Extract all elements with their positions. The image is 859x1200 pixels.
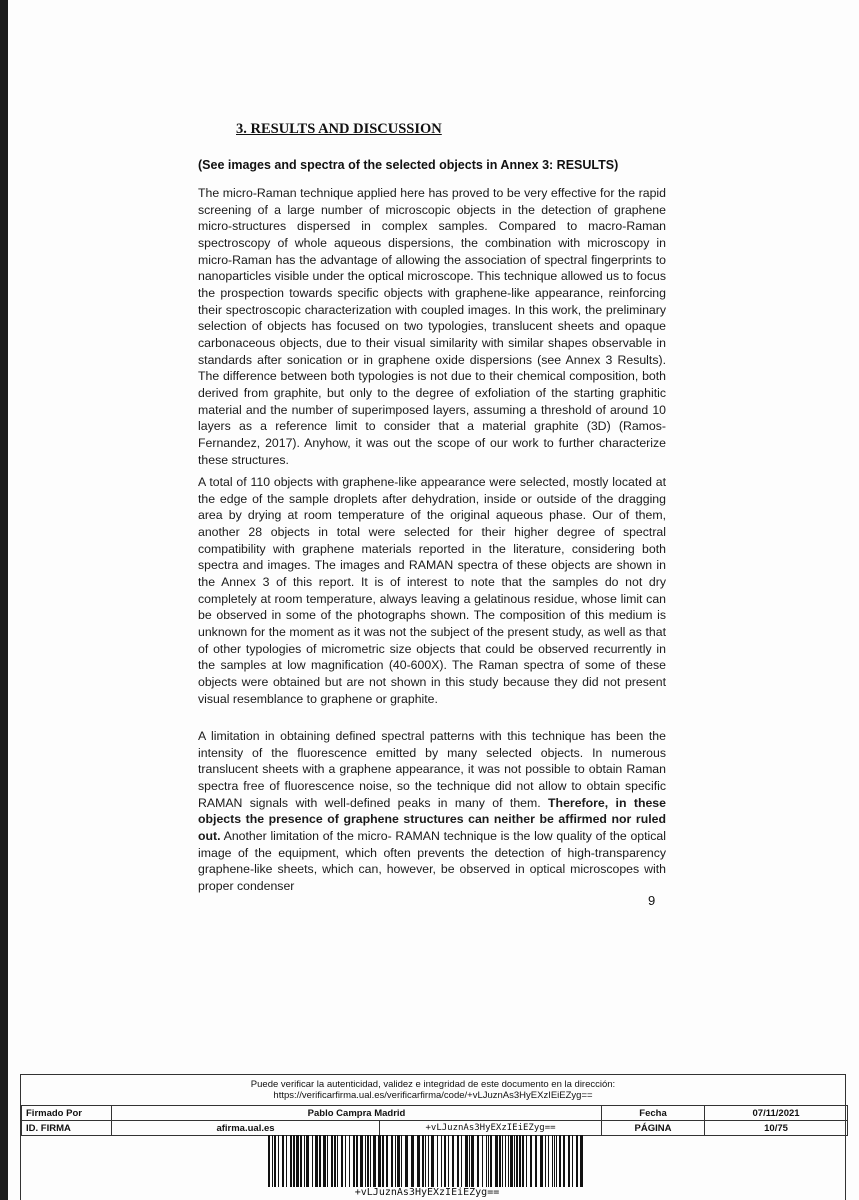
document-page bbox=[8, 0, 859, 1200]
barcode-bar bbox=[331, 1135, 333, 1187]
page-label: PÁGINA bbox=[602, 1121, 705, 1136]
barcode-bar bbox=[425, 1135, 426, 1187]
barcode-bar bbox=[337, 1135, 338, 1187]
barcode-bar bbox=[444, 1135, 446, 1187]
barcode-bar bbox=[386, 1135, 388, 1187]
barcode-bar bbox=[552, 1135, 553, 1187]
page-number: 9 bbox=[648, 893, 656, 908]
barcode-bar bbox=[572, 1135, 573, 1187]
barcode-bar bbox=[312, 1135, 313, 1187]
barcode-bar bbox=[315, 1135, 318, 1187]
barcode-bar bbox=[319, 1135, 321, 1187]
barcode-bar bbox=[535, 1135, 537, 1187]
signature-code: +vLJuznAs3HyEXzIEiEZyg== bbox=[380, 1121, 602, 1136]
barcode-bar bbox=[286, 1135, 287, 1187]
barcode-bar bbox=[516, 1135, 518, 1187]
date-value: 07/11/2021 bbox=[705, 1106, 848, 1121]
barcode-bar bbox=[548, 1135, 549, 1187]
barcode-bar bbox=[461, 1135, 462, 1187]
barcode-bar bbox=[304, 1135, 305, 1187]
barcode-bar bbox=[437, 1135, 438, 1187]
barcode-bar bbox=[327, 1135, 328, 1187]
barcode-bar bbox=[300, 1135, 302, 1187]
section-subheading: (See images and spectra of the selected objects in Annex 3: RESULTS) bbox=[198, 158, 619, 172]
barcode-bar bbox=[378, 1135, 381, 1187]
barcode-bar bbox=[510, 1135, 513, 1187]
barcode-bar bbox=[457, 1135, 459, 1187]
barcode-bar bbox=[306, 1135, 309, 1187]
barcode-bar bbox=[471, 1135, 474, 1187]
id-value: afirma.ual.es bbox=[112, 1121, 380, 1136]
barcode-bar bbox=[441, 1135, 442, 1187]
barcode-bar bbox=[431, 1135, 434, 1187]
barcode-bar bbox=[469, 1135, 470, 1187]
barcode-bar bbox=[477, 1135, 479, 1187]
signature-row-signer bbox=[22, 1106, 848, 1121]
barcode-bar bbox=[519, 1135, 521, 1187]
date-label: Fecha bbox=[602, 1106, 705, 1121]
barcode-bar bbox=[293, 1135, 295, 1187]
barcode-bar bbox=[272, 1135, 273, 1187]
barcode-bar bbox=[382, 1135, 384, 1187]
barcode bbox=[266, 1135, 588, 1187]
barcode-bar bbox=[505, 1135, 506, 1187]
barcode-bar bbox=[417, 1135, 420, 1187]
paragraph-3-bold: Therefore, in these objects the presence of graphene structures can neither be affirmed nor ruled out. bbox=[198, 795, 666, 843]
signature-table bbox=[21, 1105, 848, 1136]
barcode-bar bbox=[341, 1135, 343, 1187]
barcode-bar bbox=[365, 1135, 366, 1187]
barcode-bar bbox=[545, 1135, 546, 1187]
barcode-bar bbox=[540, 1135, 543, 1187]
signature-row-id bbox=[22, 1121, 848, 1136]
barcode-bar bbox=[508, 1135, 509, 1187]
barcode-bar bbox=[391, 1135, 393, 1187]
barcode-bar bbox=[495, 1135, 498, 1187]
barcode-bar bbox=[296, 1135, 299, 1187]
barcode-bar bbox=[367, 1135, 369, 1187]
barcode-bar bbox=[563, 1135, 565, 1187]
paragraph-1: The micro-Raman technique applied here has proved to be very effective for the rapid screening of a large number of microscopic objects in the detection of graphene micro-structures dispersed in complex samples. Compared to macro-Raman spectroscopy of whole aqueous dispersions, the combination with microscopy in micro-Raman has the advantage of allowing the association of spectral fingerprints to nanoparticles visible under the optical microscope. This technique allowed us to focus the prospection towards specific objects with graphene-like appearance, reinforcing their spectroscopic characterization with coupled images. In this work, the preliminary selection of objects has focused on two typologies, translucent sheets and opaque carbonaceous objects, due to their visual similarity with similar shapes observable in standards after sonication or in graphene oxide dispersions (see Annex 3 Results). The difference between both typologies is not due to their chemical composition, both derived from graphite, but only to the degree of exfoliation of the starting graphitic material and the number of superimposed layers, assuming a threshold of around 10 layers as a reference limit to consider that a material graphite (3D) (Ramos-Fernandez, 2017). Anyhow, it was out the scope of our work to further characterize these structures. bbox=[198, 186, 666, 467]
barcode-bar bbox=[349, 1135, 350, 1187]
barcode-bar bbox=[282, 1135, 284, 1187]
barcode-bar bbox=[401, 1135, 402, 1187]
verification-notice bbox=[21, 1080, 845, 1101]
barcode-bar bbox=[370, 1135, 371, 1187]
barcode-bar bbox=[530, 1135, 532, 1187]
barcode-bar bbox=[360, 1135, 363, 1187]
signature-block bbox=[20, 1074, 846, 1200]
barcode-bar bbox=[556, 1135, 557, 1187]
barcode-bar bbox=[334, 1135, 336, 1187]
barcode-text: +vLJuznAs3HyEXzIEiEZyg== bbox=[354, 1187, 500, 1198]
barcode-bar bbox=[514, 1135, 515, 1187]
section-heading: 3. RESULTS AND DISCUSSION bbox=[236, 121, 442, 137]
barcode-bar bbox=[554, 1135, 555, 1187]
barcode-bar bbox=[353, 1135, 355, 1187]
barcode-bar bbox=[452, 1135, 454, 1187]
barcode-bar bbox=[482, 1135, 483, 1187]
barcode-bar bbox=[448, 1135, 449, 1187]
barcode-bar bbox=[490, 1135, 492, 1187]
barcode-bar bbox=[465, 1135, 468, 1187]
verification-url[interactable]: https://verificarfirma.ual.es/verificarfirma/code/+vLJuznAs3HyEXzIEiEZyg== bbox=[273, 1089, 593, 1101]
paragraph-3-end: Another limitation of the micro- RAMAN technique is the low quality of the optical image of the equipment, which often prevents the detection of high-transparency graphene-like sheets, which can, however, be observed in optical microscopes with proper condenser bbox=[198, 828, 666, 893]
barcode-bar bbox=[428, 1135, 429, 1187]
barcode-bar bbox=[488, 1135, 489, 1187]
barcode-bar bbox=[395, 1135, 396, 1187]
barcode-bar bbox=[274, 1135, 276, 1187]
barcode-bar bbox=[576, 1135, 578, 1187]
barcode-bar bbox=[499, 1135, 501, 1187]
barcode-bar bbox=[345, 1135, 346, 1187]
barcode-bar bbox=[405, 1135, 408, 1187]
barcode-bar bbox=[526, 1135, 527, 1187]
barcode-bar bbox=[422, 1135, 424, 1187]
barcode-bar bbox=[502, 1135, 503, 1187]
barcode-bar bbox=[568, 1135, 570, 1187]
barcode-bar bbox=[373, 1135, 376, 1187]
paragraph-3 bbox=[198, 728, 666, 895]
signed-by-value: Pablo Campra Madrid bbox=[112, 1106, 602, 1121]
paragraph-2: A total of 110 objects with graphene-like appearance were selected, mostly located at the edge of the sample droplets after dehydration, inside or outside of the dragging area by drying at room temperature of the original aqueous phase. Our of them, another 28 objects in total were selected for their higher degree of spectral compatibility with graphene materials reported in the literature, considering both spectra and images. The images and RAMAN spectra of these objects are shown in the Annex 3 of this report. It is of interest to note that the samples do not dry completely at room temperature, always leaving a gelatinous residue, whose limit can be observed in some of the photographs shown. The composition of this medium is unknown for the moment as it was not the subject of the present study, as well as that of other typologies of micrometric size objects that could be observed recurrently in the samples at low magnification (40-600X). The Raman spectra of some of these objects were obtained but are not shown in this study because they did not present visual resemblance to graphene or graphite. bbox=[198, 475, 666, 706]
barcode-bar bbox=[356, 1135, 358, 1187]
barcode-bar bbox=[486, 1135, 487, 1187]
verification-text: Puede verificar la autenticidad, validez e integridad de este documento en la dirección: bbox=[250, 1079, 616, 1090]
barcode-bar bbox=[290, 1135, 292, 1187]
barcode-bar bbox=[323, 1135, 326, 1187]
barcode-bar bbox=[268, 1135, 270, 1187]
paragraph-3-start: A limitation in obtaining defined spectral patterns with this technique has been the intensity of the fluorescence emitted by many selected objects. In numerous translucent sheets with a graphene appearance, it was not possible to obtain Raman spectra free of fluorescence noise, so the technique did not allow to obtain specific RAMAN signals with well-defined peaks in many of them. bbox=[198, 729, 666, 810]
barcode-bar bbox=[278, 1135, 279, 1187]
id-label: ID. FIRMA bbox=[22, 1121, 112, 1136]
page-value: 10/75 bbox=[705, 1121, 848, 1136]
barcode-bar bbox=[397, 1135, 400, 1187]
signed-by-label: Firmado Por bbox=[22, 1106, 112, 1121]
barcode-bar bbox=[522, 1135, 524, 1187]
barcode-bar bbox=[580, 1135, 583, 1187]
barcode-bar bbox=[411, 1135, 414, 1187]
barcode-bar bbox=[559, 1135, 561, 1187]
